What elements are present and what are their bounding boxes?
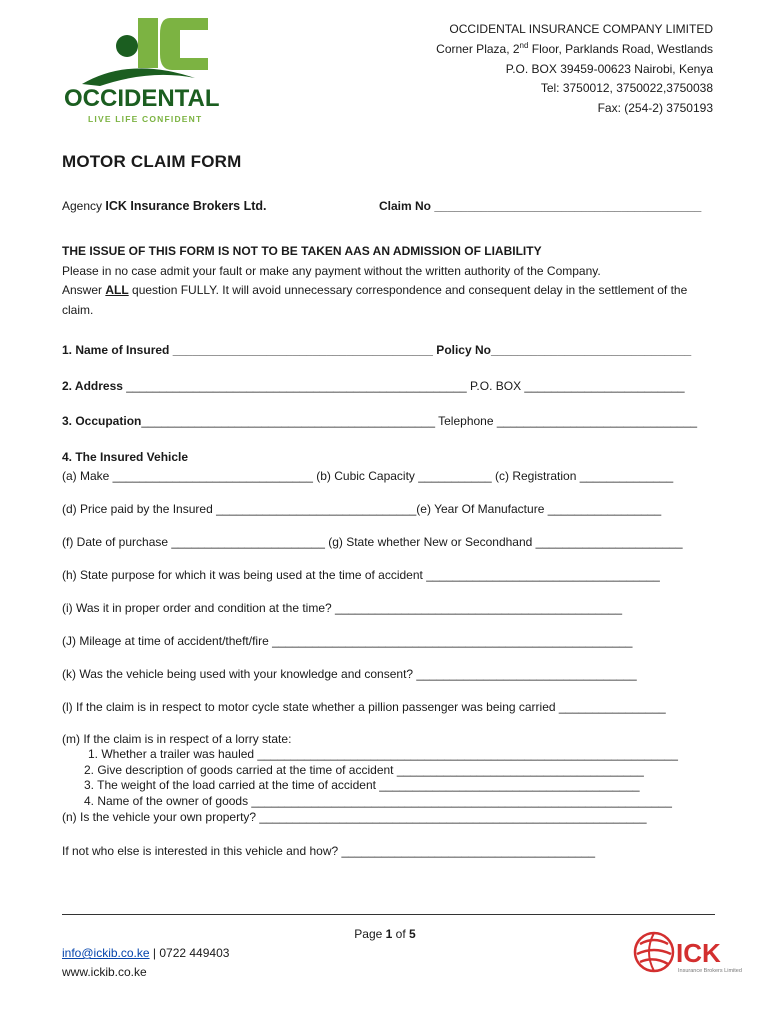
company-name: OCCIDENTAL INSURANCE COMPANY LIMITED: [449, 22, 713, 36]
notice-line-2: Answer ALL question FULLY. It will avoid unnecessary correspondence and consequent delay in the settlement of the claim.: [62, 283, 688, 317]
phone-number: | 0722 449403: [149, 946, 230, 960]
agency-value: ICK Insurance Brokers Ltd.: [105, 199, 267, 213]
company-tel: Tel: 3750012, 3750022,3750038: [540, 81, 713, 96]
occupation-field[interactable]: 3. Occupation____________________________________________ Telephone ______________________________: [62, 414, 698, 428]
vehicle-make-field[interactable]: (a) Make ______________________________ (b) Cubic Capacity ___________ (c) Registration ______________: [62, 469, 674, 483]
pillion-passenger-field[interactable]: (l) If the claim is in respect to motor cycle state whether a pillion passenger was being carried ________________: [62, 700, 666, 714]
goods-owner-field[interactable]: 4. Name of the owner of goods _______________________________________________________________: [84, 794, 672, 808]
page-number: Page 1 of 5: [354, 927, 416, 941]
occidental-logo: [60, 14, 250, 126]
liability-notice: [62, 242, 712, 320]
mileage-field[interactable]: (J) Mileage at time of accident/theft/fire ______________________________________________________: [62, 634, 633, 648]
form-title: MOTOR CLAIM FORM: [62, 152, 242, 171]
claim-no-field[interactable]: Claim No ________________________________________: [379, 199, 702, 213]
other-interest-field[interactable]: If not who else is interested in this vehicle and how? ______________________________________: [62, 844, 596, 858]
name-of-insured-field[interactable]: 1. Name of Insured _______________________________________ Policy No______________________________: [62, 343, 692, 357]
own-property-field[interactable]: (n) Is the vehicle your own property? __________________________________________________________: [62, 810, 647, 824]
vehicle-purpose-field[interactable]: (h) State purpose for which it was being used at the time of accident ___________________________________: [62, 568, 660, 582]
email-link[interactable]: info@ickib.co.ke: [62, 946, 150, 960]
agency-label: Agency: [62, 199, 106, 213]
knowledge-consent-field[interactable]: (k) Was the vehicle being used with your knowledge and consent? _________________________________: [62, 667, 637, 681]
ick-wordmark: ICK: [676, 938, 721, 968]
price-paid-field[interactable]: (d) Price paid by the Insured ______________________________(e) Year Of Manufacture _________________: [62, 502, 662, 516]
website-text: www.ickib.co.ke: [62, 964, 147, 979]
footer-divider: [62, 914, 715, 915]
company-fax: Fax: (254-2) 3750193: [597, 101, 713, 116]
lorry-question: (m) If the claim is in respect of a lorry state:: [62, 732, 292, 746]
company-address: Corner Plaza, 2nd Floor, Parklands Road, Westlands: [436, 40, 713, 56]
agency-line: [62, 199, 267, 213]
load-weight-field[interactable]: 3. The weight of the load carried at the time of accident _______________________________________: [84, 778, 640, 792]
trailer-hauled-field[interactable]: 1. Whether a trailer was hauled _______________________________________________________________: [88, 747, 678, 761]
footer-contact: [62, 944, 229, 981]
logo-wordmark: OCCIDENTAL: [64, 85, 220, 112]
ick-logo: [632, 928, 750, 980]
company-details: [436, 20, 713, 119]
ick-globe-icon: [632, 928, 750, 980]
date-of-purchase-field[interactable]: (f) Date of purchase _______________________ (g) State whether New or Secondhand ______________________: [62, 535, 683, 549]
notice-heading: THE ISSUE OF THIS FORM IS NOT TO BE TAKEN AAS AN ADMISSION OF LIABILITY: [62, 244, 542, 258]
notice-line-1: Please in no case admit your fault or make any payment without the written authority of the Company.: [62, 263, 601, 278]
ick-subtitle: Insurance Brokers Limited: [678, 968, 742, 974]
goods-description-field[interactable]: 2. Give description of goods carried at the time of accident _____________________________________: [84, 763, 644, 777]
address-field[interactable]: 2. Address ___________________________________________________ P.O. BOX ________________________: [62, 379, 685, 393]
occidental-logo-mark: [60, 14, 250, 126]
company-pobox: P.O. BOX 39459-00623 Nairobi, Kenya: [505, 61, 713, 76]
insured-vehicle-heading: 4. The Insured Vehicle: [62, 450, 189, 464]
vehicle-condition-field[interactable]: (i) Was it in proper order and condition at the time? ___________________________________________: [62, 601, 622, 615]
logo-tagline: LIVE LIFE CONFIDENT: [88, 114, 203, 124]
